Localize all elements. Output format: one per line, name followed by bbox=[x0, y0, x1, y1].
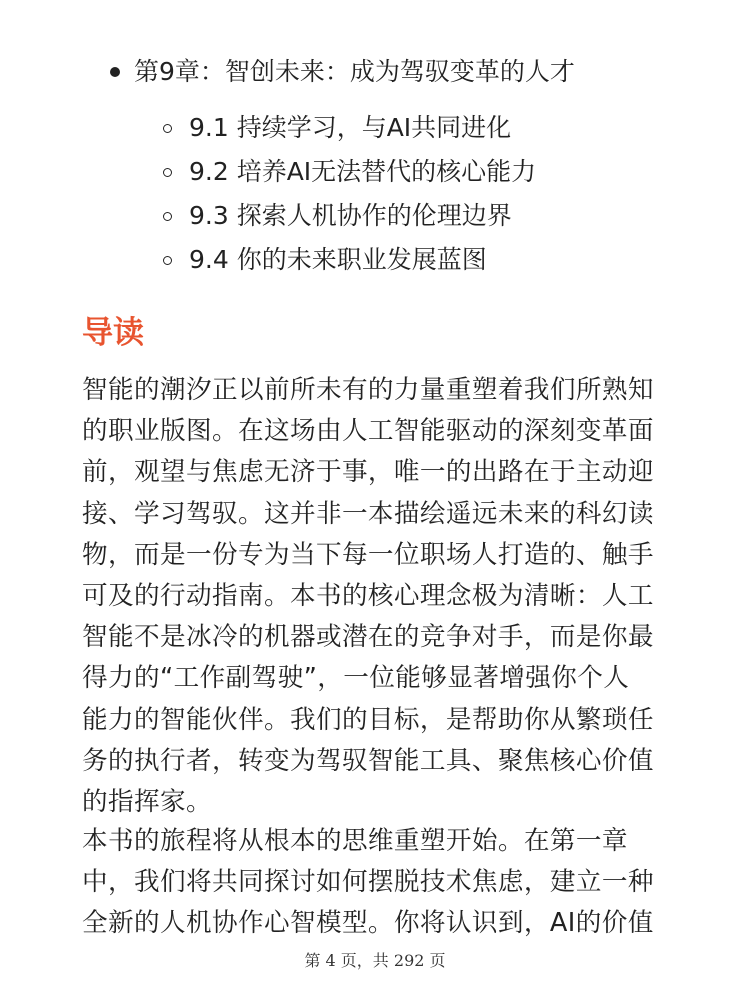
outline-section-item bbox=[163, 194, 536, 238]
body-paragraph bbox=[82, 821, 672, 945]
outline-section-item bbox=[163, 150, 536, 194]
text-line: 全新的人机协作心智模型。你将认识到，AI的价值 bbox=[82, 908, 654, 939]
outline-section-title: 9.1 持续学习，与AI共同进化 bbox=[189, 113, 512, 142]
outline-section-list bbox=[163, 106, 536, 282]
section-heading: 导读 bbox=[82, 315, 144, 351]
text-line: 能力的智能伙伴。我们的目标，是帮助你从繁琐任 bbox=[82, 704, 654, 735]
text-line: 的指挥家。 bbox=[82, 787, 212, 818]
outline-section-title: 9.2 培养AI无法替代的核心能力 bbox=[189, 157, 537, 186]
text-line: 前，观望与焦虑无济于事，唯一的出路在于主动迎 bbox=[82, 457, 654, 488]
text-line: 本书的旅程将从根本的思维重塑开始。在第一章 bbox=[82, 826, 628, 856]
text-line: 得力的“工作副驾驶”，一位能够显著增强你个人 bbox=[82, 663, 630, 694]
outline-chapter-title: 第9章：智创未来：成为驾驭变革的人才 bbox=[134, 57, 575, 86]
text-line: 接、学习驾驭。这并非一本描绘遥远未来的科幻读 bbox=[82, 498, 654, 529]
bullet-circle-icon bbox=[163, 212, 172, 221]
text-line: 智能不是冰冷的机器或潜在的竞争对手，而是你最 bbox=[82, 622, 654, 653]
text-line: 可及的行动指南。本书的核心理念极为清晰：人工 bbox=[82, 581, 654, 612]
page-number-footer: 第 4 页，共 292 页 bbox=[304, 951, 446, 970]
bullet-disc-icon bbox=[110, 67, 120, 77]
bullet-circle-icon bbox=[163, 168, 172, 177]
outline-section-item bbox=[163, 106, 536, 150]
text-line: 智能的潮汐正以前所未有的力量重塑着我们所熟知 bbox=[82, 375, 654, 405]
outline-chapter-item bbox=[110, 50, 575, 94]
bullet-circle-icon bbox=[163, 124, 172, 133]
text-line: 务的执行者，转变为驾驭智能工具、聚焦核心价值 bbox=[82, 745, 654, 776]
bullet-circle-icon bbox=[163, 256, 172, 265]
body-paragraph bbox=[82, 370, 672, 823]
text-line: 的职业版图。在这场由人工智能驱动的深刻变革面 bbox=[82, 416, 654, 447]
text-line: 中，我们将共同探讨如何摆脱技术焦虑，建立一种 bbox=[82, 867, 654, 898]
outline-section-item bbox=[163, 238, 536, 282]
outline-section-title: 9.4 你的未来职业发展蓝图 bbox=[189, 245, 487, 274]
outline-section-title: 9.3 探索人机协作的伦理边界 bbox=[189, 201, 512, 230]
text-line: 物，而是一份专为当下每一位职场人打造的、触手 bbox=[82, 539, 654, 570]
